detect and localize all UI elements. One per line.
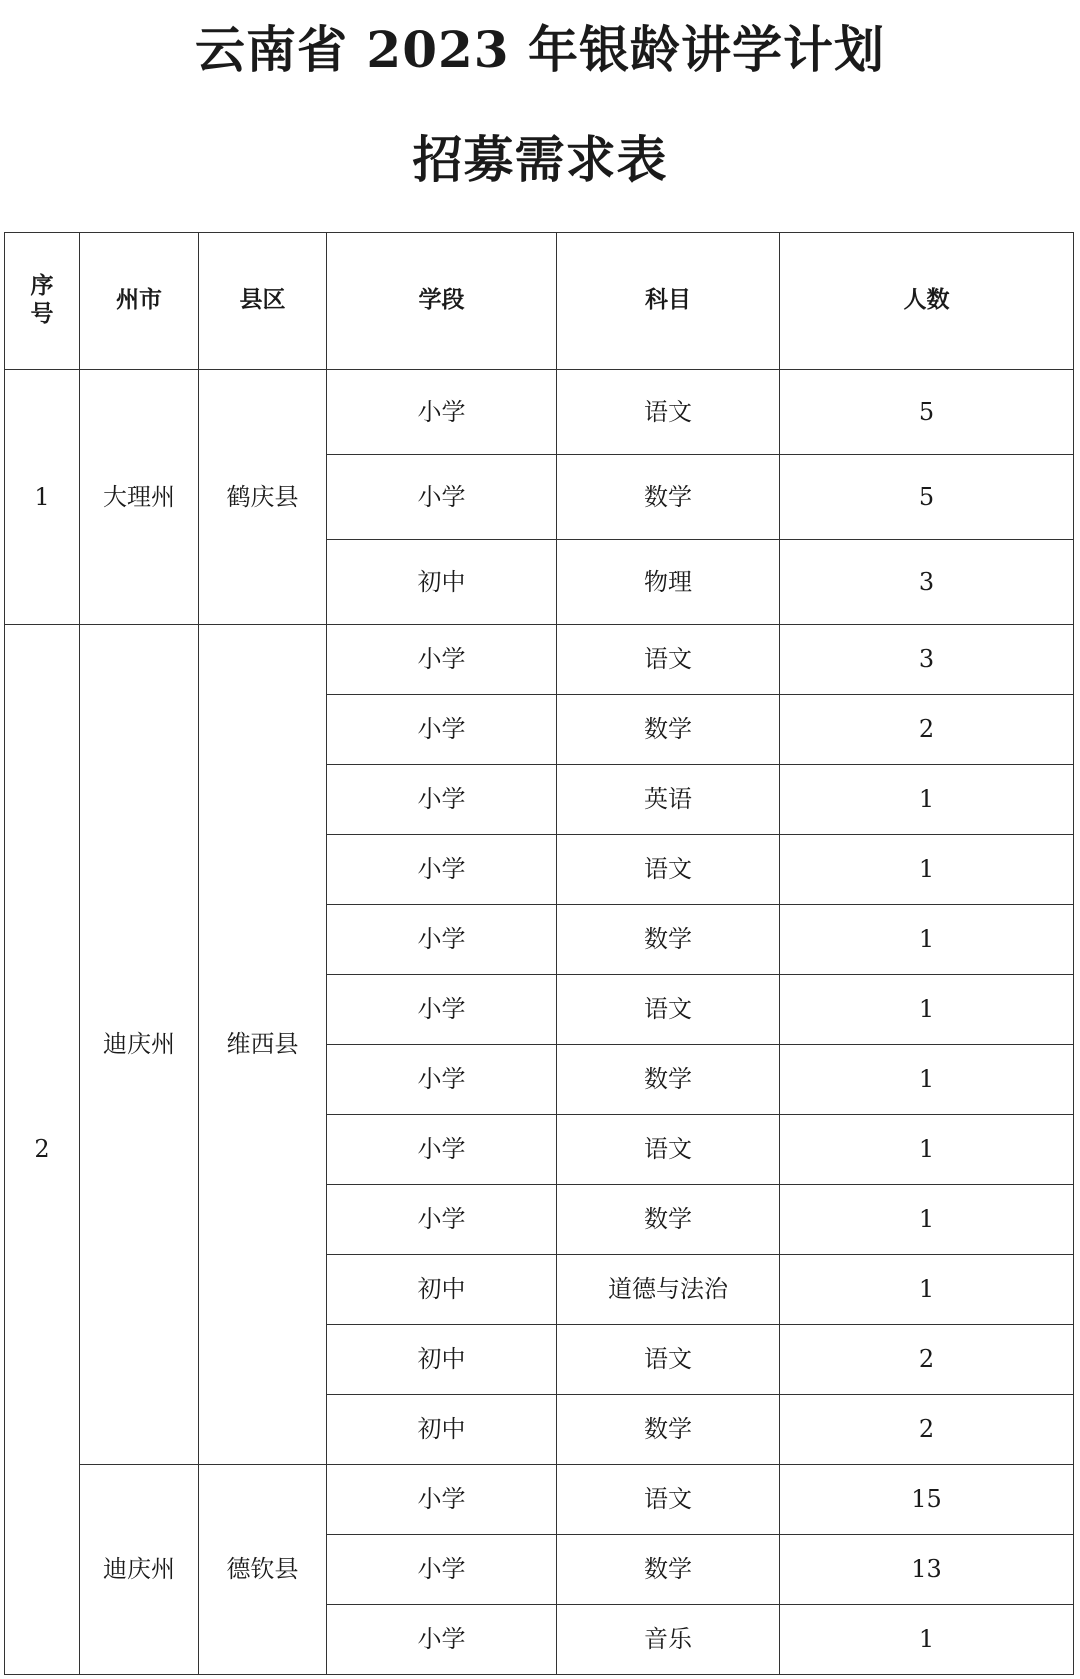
subject-cell: 数学 bbox=[557, 1395, 780, 1465]
stage-cell: 小学 bbox=[327, 1535, 557, 1605]
document-subtitle: 招募需求表 bbox=[412, 130, 668, 189]
recruitment-table bbox=[4, 232, 1074, 1675]
subject-cell: 语文 bbox=[557, 625, 780, 695]
stage-cell: 小学 bbox=[327, 765, 557, 835]
header-county: 县区 bbox=[199, 233, 327, 370]
count-cell: 1 bbox=[780, 1255, 1074, 1325]
header-seq-char2: 号 bbox=[30, 301, 54, 327]
count-cell: 3 bbox=[780, 625, 1074, 695]
count-cell: 3 bbox=[780, 540, 1074, 625]
stage-cell: 小学 bbox=[327, 1115, 557, 1185]
county-cell: 德钦县 bbox=[199, 1465, 327, 1675]
subject-cell: 英语 bbox=[557, 765, 780, 835]
header-stage: 学段 bbox=[327, 233, 557, 370]
seq-cell: 2 bbox=[5, 625, 80, 1675]
count-cell: 2 bbox=[780, 1395, 1074, 1465]
header-prefecture: 州市 bbox=[80, 233, 199, 370]
subject-cell: 道德与法治 bbox=[557, 1255, 780, 1325]
count-cell: 5 bbox=[780, 370, 1074, 455]
stage-cell: 小学 bbox=[327, 1045, 557, 1115]
stage-cell: 小学 bbox=[327, 1605, 557, 1675]
count-cell: 1 bbox=[780, 905, 1074, 975]
county-cell: 鹤庆县 bbox=[199, 370, 327, 625]
subject-cell: 语文 bbox=[557, 1325, 780, 1395]
subject-cell: 音乐 bbox=[557, 1605, 780, 1675]
subject-cell: 数学 bbox=[557, 1045, 780, 1115]
header-seq bbox=[5, 233, 80, 370]
stage-cell: 初中 bbox=[327, 1395, 557, 1465]
subject-cell: 物理 bbox=[557, 540, 780, 625]
prefecture-cell: 大理州 bbox=[80, 370, 199, 625]
subject-cell: 语文 bbox=[557, 1465, 780, 1535]
stage-cell: 小学 bbox=[327, 1185, 557, 1255]
count-cell: 1 bbox=[780, 765, 1074, 835]
subject-cell: 语文 bbox=[557, 835, 780, 905]
stage-cell: 初中 bbox=[327, 1255, 557, 1325]
stage-cell: 小学 bbox=[327, 835, 557, 905]
table-row bbox=[5, 1465, 1074, 1535]
stage-cell: 初中 bbox=[327, 1325, 557, 1395]
prefecture-cell: 迪庆州 bbox=[80, 625, 199, 1465]
stage-cell: 小学 bbox=[327, 1465, 557, 1535]
header-seq-char1: 序 bbox=[30, 273, 54, 300]
stage-cell: 初中 bbox=[327, 540, 557, 625]
count-cell: 1 bbox=[780, 975, 1074, 1045]
subject-cell: 语文 bbox=[557, 1115, 780, 1185]
count-cell: 2 bbox=[780, 1325, 1074, 1395]
seq-cell: 1 bbox=[5, 370, 80, 625]
subject-cell: 数学 bbox=[557, 905, 780, 975]
stage-cell: 小学 bbox=[327, 370, 557, 455]
count-cell: 1 bbox=[780, 835, 1074, 905]
stage-cell: 小学 bbox=[327, 905, 557, 975]
subject-cell: 数学 bbox=[557, 1185, 780, 1255]
prefecture-cell: 迪庆州 bbox=[80, 1465, 199, 1675]
header-count: 人数 bbox=[780, 233, 1074, 370]
count-cell: 15 bbox=[780, 1465, 1074, 1535]
subject-cell: 数学 bbox=[557, 455, 780, 540]
subject-cell: 语文 bbox=[557, 975, 780, 1045]
header-subject: 科目 bbox=[557, 233, 780, 370]
subject-cell: 数学 bbox=[557, 1535, 780, 1605]
count-cell: 2 bbox=[780, 695, 1074, 765]
count-cell: 5 bbox=[780, 455, 1074, 540]
stage-cell: 小学 bbox=[327, 975, 557, 1045]
subject-cell: 语文 bbox=[557, 370, 780, 455]
document-title: 云南省 2023 年银龄讲学计划 bbox=[195, 20, 885, 79]
count-cell: 13 bbox=[780, 1535, 1074, 1605]
stage-cell: 小学 bbox=[327, 695, 557, 765]
table-row bbox=[5, 370, 1074, 455]
table-row bbox=[5, 625, 1074, 695]
subject-cell: 数学 bbox=[557, 695, 780, 765]
stage-cell: 小学 bbox=[327, 455, 557, 540]
stage-cell: 小学 bbox=[327, 625, 557, 695]
count-cell: 1 bbox=[780, 1045, 1074, 1115]
count-cell: 1 bbox=[780, 1605, 1074, 1675]
table-header-row bbox=[5, 233, 1074, 370]
count-cell: 1 bbox=[780, 1185, 1074, 1255]
count-cell: 1 bbox=[780, 1115, 1074, 1185]
county-cell: 维西县 bbox=[199, 625, 327, 1465]
